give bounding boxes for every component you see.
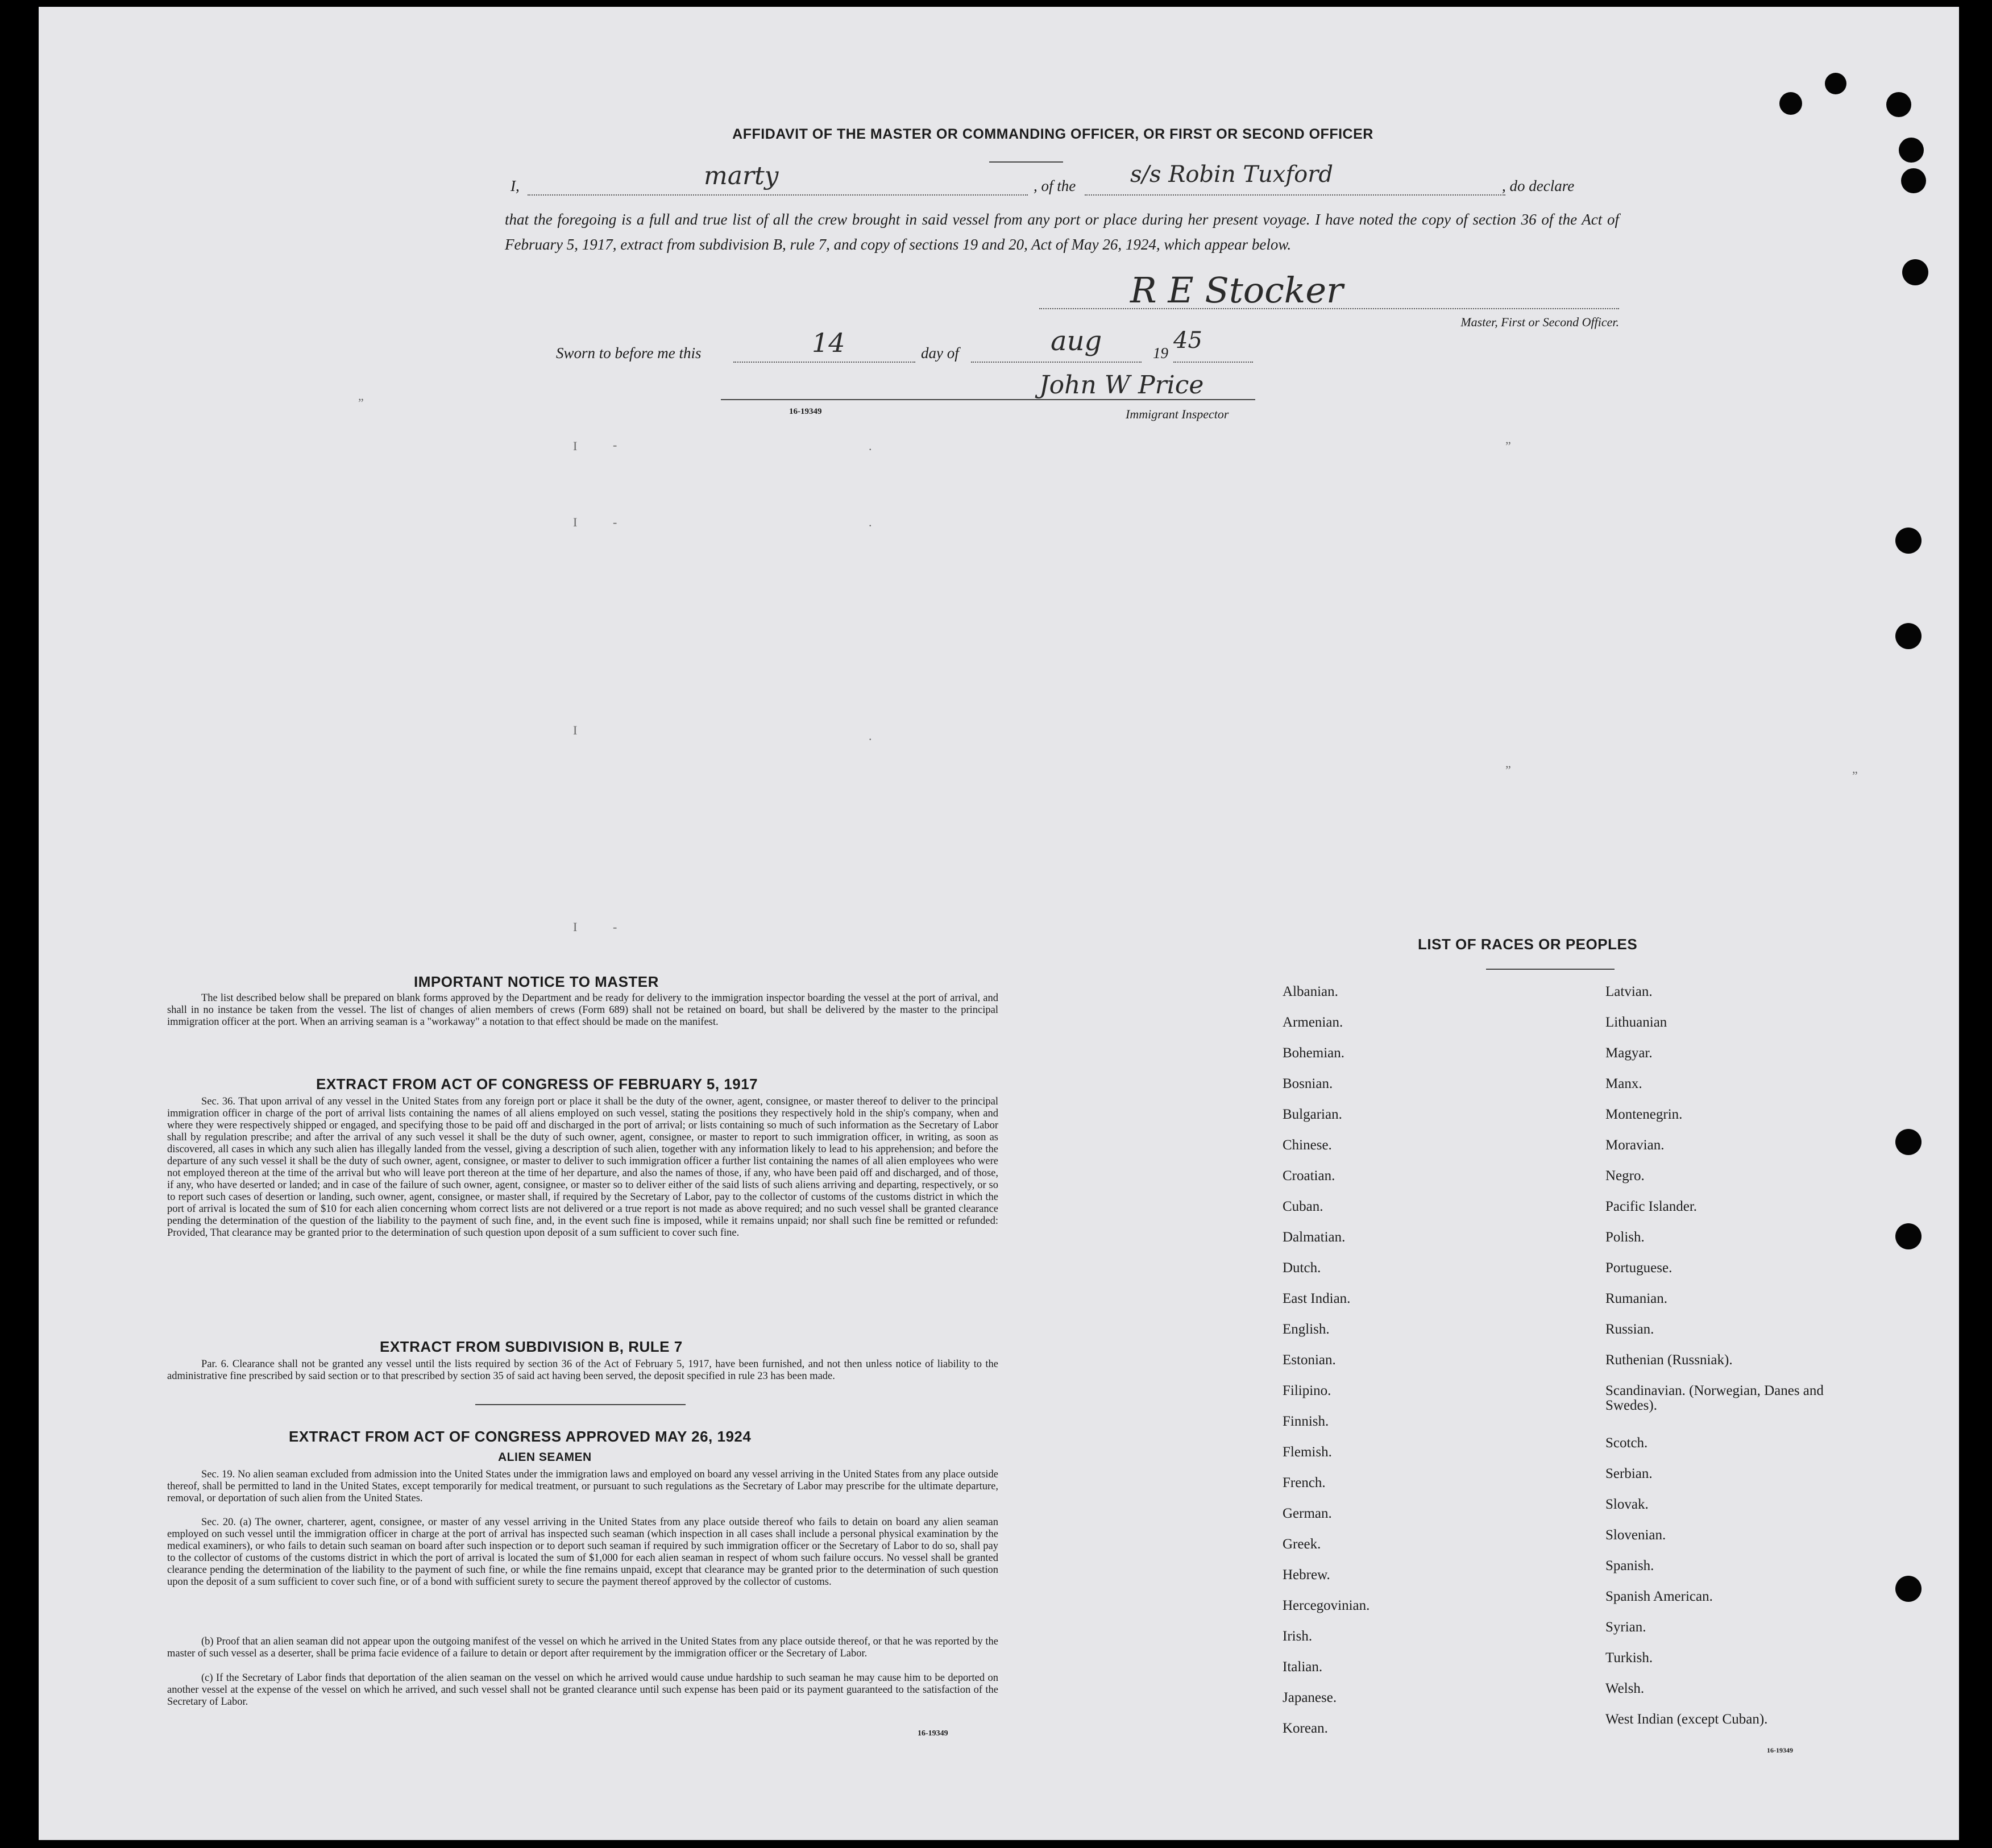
race-item: Slovenian. bbox=[1605, 1527, 1666, 1543]
bleed-mark: . bbox=[869, 515, 872, 529]
punch-hole bbox=[1779, 92, 1802, 115]
sec20a-body: Sec. 20. (a) The owner, charterer, agent, consignee, or master of any vessel arriving in the United States from any place outside thereof who fails to detain on board any alien seaman employed on such vessel until the immigration officer in charge at the port of arrival has inspected such seaman (which inspection in all cases shall include a personal physical examination by the medical examiners), or who fails to detain such seaman on board after such inspection or to deport such seaman if required by such immigration officer or the Secretary of Labor to do so, shall pay to the collector of customs of the customs district in which the port of arrival is located the sum of $1,000 for each alien seaman in respect of whom such failure occurs. No vessel shall be granted clearance pending the determination of the liability to the payment of such fine, or while the fine remains unpaid, except that clearance may be granted prior to the determination of such question upon the deposit of a sum sufficient to cover such fine, or of a bond with sufficient surety to secure the payment thereof approved by the collector of customs. bbox=[167, 1517, 998, 1588]
bleed-mark: ” bbox=[358, 396, 364, 410]
name-line bbox=[528, 194, 1028, 196]
races-title: LIST OF RACES OR PEOPLES bbox=[1418, 936, 1638, 953]
sworn-year-handwritten: 45 bbox=[1173, 327, 1202, 354]
do-declare-label: , do declare bbox=[1502, 177, 1575, 194]
bleed-mark: I bbox=[573, 439, 578, 453]
notice-title: IMPORTANT NOTICE TO MASTER bbox=[414, 973, 659, 990]
bleed-mark: I bbox=[573, 920, 578, 934]
bleed-mark: - bbox=[613, 515, 617, 529]
extract-form-number: 16-19349 bbox=[918, 1729, 948, 1738]
race-item: Portuguese. bbox=[1605, 1260, 1673, 1276]
race-item: Greek. bbox=[1283, 1536, 1321, 1552]
race-item: Bosnian. bbox=[1283, 1076, 1333, 1091]
race-item: Dalmatian. bbox=[1283, 1230, 1346, 1245]
race-item: Slovak. bbox=[1605, 1497, 1649, 1512]
affidavit-body: that the foregoing is a full and true list of all the crew brought in said vessel from any port or place during her present voyage. I have noted the copy of section 36 of the Act of February 5, 1917, extract from subdivision B, rule 7, and copy of sections 19 and 20, Act of May 26, 1924, which appear below. bbox=[505, 211, 1619, 253]
race-item: Negro. bbox=[1605, 1168, 1645, 1183]
vessel-line bbox=[1085, 194, 1505, 196]
punch-hole bbox=[1895, 1129, 1922, 1155]
race-item: Chinese. bbox=[1283, 1137, 1332, 1153]
race-item: French. bbox=[1283, 1475, 1326, 1490]
race-item: Croatian. bbox=[1283, 1168, 1335, 1183]
extract-1924-title: EXTRACT FROM ACT OF CONGRESS APPROVED MAY 26, 1924 bbox=[289, 1428, 752, 1445]
bleed-mark: . bbox=[869, 439, 872, 453]
race-item: Lithuanian bbox=[1605, 1015, 1667, 1030]
race-item: Flemish. bbox=[1283, 1444, 1332, 1460]
race-item: Scandinavian. (Norwegian, Danes and Swedes). bbox=[1605, 1383, 1824, 1413]
punch-hole bbox=[1886, 92, 1911, 117]
extract-1924-subtitle: ALIEN SEAMEN bbox=[498, 1451, 592, 1464]
section-divider bbox=[475, 1404, 686, 1405]
day-of-label: day of bbox=[921, 344, 959, 362]
declarant-name-handwritten: marty bbox=[704, 161, 779, 190]
race-item: Polish. bbox=[1605, 1230, 1645, 1245]
bleed-mark: ” bbox=[1505, 763, 1511, 777]
race-item: Montenegrin. bbox=[1605, 1107, 1683, 1122]
sworn-day-line bbox=[733, 362, 915, 363]
race-item: Hercegovinian. bbox=[1283, 1598, 1370, 1613]
race-item: Bulgarian. bbox=[1283, 1107, 1342, 1122]
race-item: Moravian. bbox=[1605, 1137, 1665, 1153]
affidavit-title: AFFIDAVIT OF THE MASTER OR COMMANDING OFFICER, OR FIRST OR SECOND OFFICER bbox=[732, 126, 1373, 142]
sworn-month-handwritten: aug bbox=[1051, 325, 1102, 357]
affidavit-form-number: 16-19349 bbox=[789, 407, 822, 416]
punch-hole bbox=[1825, 73, 1846, 94]
affidavit-i-label: I, bbox=[511, 177, 520, 194]
year-line bbox=[1173, 362, 1253, 363]
race-item: Korean. bbox=[1283, 1721, 1328, 1736]
extract-1917-body: Sec. 36. That upon arrival of any vessel in the United States from any foreign port or place it shall be the duty of the owner, agent, consignee, or master thereof to deliver to the principal immigration officer in charge of the port of arrival lists containing the names of all aliens employed on such vessel, stating the positions they respectively hold in the ship's company, when and where they were respectively shipped or engaged, and specifying those to be paid off and discharged in the port of arrival; or lists containing so much of such information as the Secretary of Labor shall by regulation prescribe; and after the arrival of any such vessel it shall be the duty of such owner, agent, consignee, or master to report to such immigration officer, in writing, as soon as discovered, all cases in which any such alien has illegally landed from the vessel, giving a description of such alien, together with any information likely to lead to his apprehension; and before the departure of any such vessel it shall be the duty of such owner, agent, consignee, or master to deliver to such immigration officer a further list containing the names of all alien employees who were not employed thereon at the time of the arrival but who will leave port thereon at the time of her departure, and also the names of those, if any, who have been paid off and discharged, and of those, if any, who have deserted or landed; and in case of the failure of such owner, agent, consignee, or master so to deliver either of the said lists of such aliens arriving and departing, respectively, or so to report such cases of desertion or landing, such owner, agent, consignee, or master shall, if required by the Secretary of Labor, pay to the collector of customs of the customs district in which the port of arrival is located the sum of $10 for each alien concerning whom correct lists are not delivered or a true report is not made as above required; and no such vessel shall be granted clearance pending the determination of the question of the liability to the payment of such fine, and, in the event such fine is imposed, while it remains unpaid; nor shall such fine be remitted or refunded: Provided, That clearance may be granted prior to the determination of such question upon deposit of a sum sufficient to cover such fine. bbox=[167, 1096, 998, 1239]
sec20b-body: (b) Proof that an alien seaman did not appear upon the outgoing manifest of the vessel on which he arrived in the United States from any place outside thereof, or that he was reported by the master of such vessel as a deserter, shall be prima facie evidence of a failure to detain or deport after requirement by the immigration officer or the Secretary of Labor. bbox=[167, 1636, 998, 1659]
race-item: German. bbox=[1283, 1506, 1332, 1521]
race-item: Manx. bbox=[1605, 1076, 1642, 1091]
race-item: Syrian. bbox=[1605, 1619, 1646, 1635]
extract-rule7-title: EXTRACT FROM SUBDIVISION B, RULE 7 bbox=[380, 1338, 683, 1355]
race-item: Irish. bbox=[1283, 1629, 1313, 1644]
race-item: Estonian. bbox=[1283, 1352, 1336, 1368]
extract-1917-title: EXTRACT FROM ACT OF CONGRESS OF FEBRUARY 5, 1917 bbox=[316, 1075, 758, 1093]
race-item: Finnish. bbox=[1283, 1414, 1329, 1429]
race-item: Rumanian. bbox=[1605, 1291, 1668, 1306]
inspector-caption: Immigrant Inspector bbox=[1126, 407, 1229, 421]
races-form-number: 16-19349 bbox=[1767, 1746, 1793, 1754]
race-item: English. bbox=[1283, 1322, 1330, 1337]
short-rule bbox=[989, 161, 1063, 163]
race-item: Spanish American. bbox=[1605, 1589, 1713, 1604]
punch-hole bbox=[1895, 623, 1922, 649]
sworn-day-handwritten: 14 bbox=[812, 327, 845, 358]
race-item: Italian. bbox=[1283, 1659, 1323, 1675]
race-item: Welsh. bbox=[1605, 1681, 1645, 1696]
sworn-label: Sworn to before me this bbox=[556, 344, 702, 362]
race-item: Hebrew. bbox=[1283, 1567, 1330, 1583]
sworn-month-line bbox=[971, 362, 1142, 363]
race-item: Ruthenian (Russniak). bbox=[1605, 1352, 1733, 1368]
race-item: East Indian. bbox=[1283, 1291, 1351, 1306]
of-the-label: , of the bbox=[1034, 177, 1076, 194]
race-item: West Indian (except Cuban). bbox=[1605, 1712, 1768, 1727]
race-item: Magyar. bbox=[1605, 1045, 1653, 1061]
race-item: Latvian. bbox=[1605, 984, 1653, 999]
bleed-mark: I bbox=[573, 515, 578, 529]
bleed-mark: ” bbox=[1852, 769, 1858, 783]
sec20c-body: (c) If the Secretary of Labor finds that deportation of the alien seaman on the vessel on which he arrived would cause undue hardship to such seaman he may cause him to be deported on another vessel at the expense of the vessel on which he arrived, and such vessel shall not be granted clearance until such expense has been paid or its payment guaranteed to the satisfaction of the Secretary of Labor. bbox=[167, 1672, 998, 1708]
notice-body: The list described below shall be prepared on blank forms approved by the Department and be ready for delivery to the immigration inspector boarding the vessel at the port of arrival, and shall in no instance be taken from the vessel. The list of changes of alien members of crews (Form 689) shall not be retained on board, but shall be delivered by the master to the principal immigration officer at the port. When an arriving seaman is a "workaway" a notation to that effect should be made on the manifest. bbox=[167, 992, 998, 1028]
race-item: Turkish. bbox=[1605, 1650, 1653, 1666]
race-item: Filipino. bbox=[1283, 1383, 1331, 1398]
punch-hole bbox=[1901, 168, 1926, 193]
sec19-body: Sec. 19. No alien seaman excluded from admission into the United States under the immigration laws and employed on board any vessel arriving in the United States from any place outside thereof, shall be permitted to land in the United States, except temporarily for medical treatment, or pursuant to such regulations as the Secretary of Labor may prescribe for the ultimate departure, removal, or deportation of such alien from the United States. bbox=[167, 1469, 998, 1504]
race-item: Serbian. bbox=[1605, 1466, 1653, 1481]
race-item: Dutch. bbox=[1283, 1260, 1321, 1276]
race-item: Scotch. bbox=[1605, 1435, 1648, 1451]
race-item: Spanish. bbox=[1605, 1558, 1654, 1573]
year-prefix: 19 bbox=[1153, 344, 1168, 362]
master-signature: R E Stocker bbox=[1130, 269, 1343, 311]
punch-hole bbox=[1895, 1223, 1922, 1249]
bleed-mark: - bbox=[613, 920, 617, 934]
bleed-mark: - bbox=[613, 438, 617, 452]
race-item: Armenian. bbox=[1283, 1015, 1343, 1030]
bleed-mark: I bbox=[573, 723, 578, 737]
document-sheet bbox=[39, 7, 1959, 1840]
punch-hole bbox=[1895, 528, 1922, 554]
races-title-rule bbox=[1486, 969, 1615, 970]
extract-rule7-body: Par. 6. Clearance shall not be granted any vessel until the lists required by section 36 of the Act of February 5, 1917, have been furnished, and not then unless notice of liability to the administrative fine prescribed by said section or to that prescribed by section 35 of said act having been served, the deposit specified in rule 23 has been made. bbox=[167, 1359, 998, 1382]
bleed-mark: . bbox=[869, 729, 872, 743]
race-item: Bohemian. bbox=[1283, 1045, 1345, 1061]
race-item: Cuban. bbox=[1283, 1199, 1323, 1214]
race-item: Japanese. bbox=[1283, 1690, 1337, 1705]
race-item: Pacific Islander. bbox=[1605, 1199, 1698, 1214]
punch-hole bbox=[1902, 259, 1928, 285]
vessel-name-handwritten: s/s Robin Tuxford bbox=[1130, 161, 1333, 188]
bleed-mark: ” bbox=[1505, 439, 1511, 453]
race-item: Albanian. bbox=[1283, 984, 1338, 999]
signature-line bbox=[1039, 308, 1619, 309]
punch-hole bbox=[1895, 1576, 1922, 1602]
race-item: Russian. bbox=[1605, 1322, 1654, 1337]
punch-hole bbox=[1899, 138, 1924, 163]
inspector-line bbox=[721, 399, 1255, 400]
signature-caption: Master, First or Second Officer. bbox=[1460, 315, 1619, 329]
inspector-signature: John W Price bbox=[1039, 371, 1204, 400]
